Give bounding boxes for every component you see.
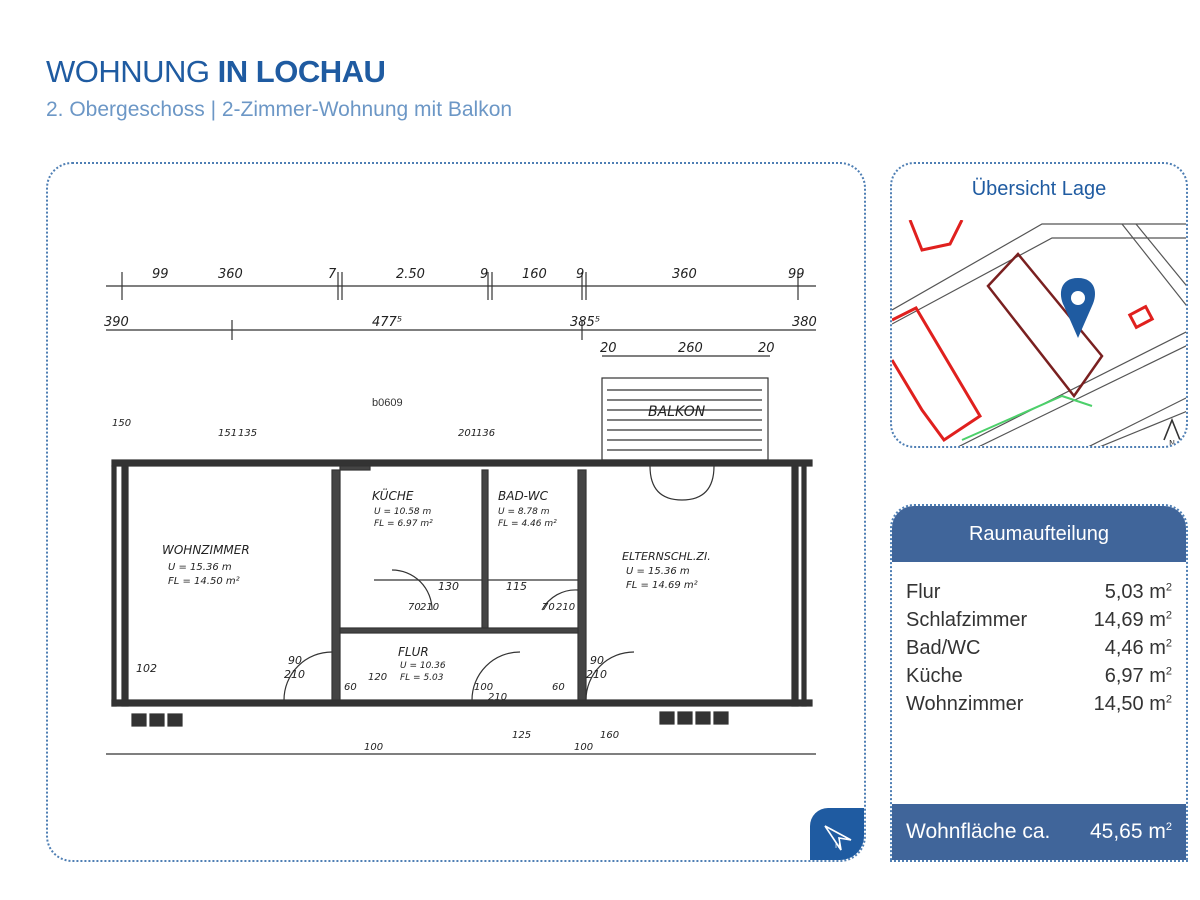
kueche-fl: FL = 6.97 m² xyxy=(374,519,433,529)
misc-dim-5: 60 xyxy=(552,682,565,693)
door-dim-4: 210 xyxy=(586,668,607,681)
room-area: 6,97 $m^2$ xyxy=(1104,665,1172,687)
flur-fl: FL = 5.03 xyxy=(400,673,444,683)
wohnzimmer-u: U = 15.36 m xyxy=(168,562,232,573)
room-row-wohnzimmer xyxy=(906,690,1172,718)
dim-top-3: 7 xyxy=(328,267,337,282)
bad-u: U = 8.78 m xyxy=(498,507,550,517)
bad-label: BAD-WC xyxy=(498,489,549,503)
dim-second-3: 385⁵ xyxy=(570,315,601,330)
room-row-kueche xyxy=(906,662,1172,690)
flur-u: U = 10.36 xyxy=(400,661,446,671)
site-map[interactable] xyxy=(892,220,1188,448)
total-area-label: Wohnfläche ca. xyxy=(906,820,1051,843)
door-dim-1: 90 xyxy=(288,654,302,667)
kueche-u: U = 10.58 m xyxy=(374,507,432,517)
floor-plan-drawing xyxy=(102,260,822,770)
door-dim-10: 210 xyxy=(488,692,508,703)
room-area: 5,03 $m^2$ xyxy=(1104,581,1172,603)
room-name: Küche xyxy=(906,665,963,687)
page-subtitle: 2. Obergeschoss | 2-Zimmer-Wohnung mit Balkon xyxy=(46,98,513,121)
page-title xyxy=(46,54,385,90)
north-arrow-icon xyxy=(1164,420,1180,448)
door-dim-3: 90 xyxy=(590,654,604,667)
dim-second-2: 477⁵ xyxy=(372,315,403,330)
dim-top-6: 160 xyxy=(522,267,547,282)
room-name: Flur xyxy=(906,581,941,603)
north-label: N xyxy=(1169,439,1175,448)
misc-dim-4: 60 xyxy=(344,682,357,693)
misc-dim-13: 100 xyxy=(574,742,594,753)
dim-balcony-2: 260 xyxy=(678,341,703,356)
door-dim-5: 70 xyxy=(408,602,421,613)
dim-top-9: 99 xyxy=(788,267,805,282)
location-overview-panel xyxy=(890,162,1188,448)
title-prefix: WOHNUNG xyxy=(46,54,210,89)
dim-top-5: 9 xyxy=(480,267,489,282)
misc-dim-15: 160 xyxy=(600,730,620,741)
misc-dim-12: 100 xyxy=(364,742,384,753)
svg-text:N: N xyxy=(835,842,841,850)
room-breakdown-header: Raumaufteilung xyxy=(892,506,1186,562)
room-breakdown-panel xyxy=(890,504,1188,862)
dim-top-4: 2.50 xyxy=(396,267,425,282)
location-overview-title: Übersicht Lage xyxy=(971,178,1107,200)
dim-top-7: 9 xyxy=(576,267,585,282)
title-bold: IN LOCHAU xyxy=(217,54,386,89)
dim-top-2: 360 xyxy=(218,267,243,282)
compass-button[interactable] xyxy=(810,808,866,862)
room-row-schlafzimmer xyxy=(906,606,1172,634)
dim-top-8: 360 xyxy=(672,267,697,282)
schlafzimmer-u: U = 15.36 m xyxy=(626,566,690,577)
misc-dim-6: 120 xyxy=(368,672,388,683)
flur-label: FLUR xyxy=(398,645,429,659)
schlafzimmer-fl: FL = 14.69 m² xyxy=(626,580,698,591)
door-dim-9: 100 xyxy=(474,682,494,693)
door-dim-8: 210 xyxy=(556,602,576,613)
dim-second-1: 390 xyxy=(104,315,129,330)
misc-dim-9: 135 xyxy=(238,428,258,439)
dim-second-4: 380 xyxy=(792,315,817,330)
dim-top-1: 99 xyxy=(152,267,169,282)
balkon-label: BALKON xyxy=(648,404,706,420)
room-row-bad-wc xyxy=(906,634,1172,662)
wohnzimmer-fl: FL = 14.50 m² xyxy=(168,576,240,587)
door-dim-7: 70 xyxy=(542,602,555,613)
room-area: 14,69 $m^2$ xyxy=(1093,609,1172,631)
dim-balcony-3: 20 xyxy=(758,341,775,356)
room-name: Bad/WC xyxy=(906,637,981,659)
total-area-value: 45,65 $m^2$ xyxy=(1089,820,1172,843)
room-area: 14,50 $m^2$ xyxy=(1093,693,1172,715)
kueche-label: KÜCHE xyxy=(372,489,414,503)
compass-north-icon xyxy=(821,818,855,852)
room-list xyxy=(906,578,1172,718)
plan-code: b0609 xyxy=(372,397,403,409)
floor-plan-panel xyxy=(46,162,866,862)
dim-balcony-1: 20 xyxy=(600,341,617,356)
misc-dim-7: 150 xyxy=(112,418,132,429)
wohnzimmer-label: WOHNZIMMER xyxy=(162,543,250,557)
door-dim-6: 210 xyxy=(420,602,440,613)
total-area-bar xyxy=(892,804,1186,860)
map-pin-icon[interactable] xyxy=(1061,278,1095,338)
room-row-flur xyxy=(906,578,1172,606)
misc-dim-1: 130 xyxy=(438,580,459,593)
misc-dim-14: 125 xyxy=(512,730,532,741)
room-name: Schlafzimmer xyxy=(906,609,1028,631)
misc-dim-10: 201 xyxy=(458,428,478,439)
door-dim-2: 210 xyxy=(284,668,305,681)
misc-dim-2: 115 xyxy=(506,580,527,593)
bad-fl: FL = 4.46 m² xyxy=(498,519,557,529)
misc-dim-11: 136 xyxy=(476,428,496,439)
room-area: 4,46 $m^2$ xyxy=(1104,637,1172,659)
room-name: Wohnzimmer xyxy=(906,693,1024,715)
misc-dim-3: 102 xyxy=(136,662,157,675)
misc-dim-8: 151 xyxy=(218,428,238,439)
schlafzimmer-label: ELTERNSCHL.ZI. xyxy=(622,550,711,563)
